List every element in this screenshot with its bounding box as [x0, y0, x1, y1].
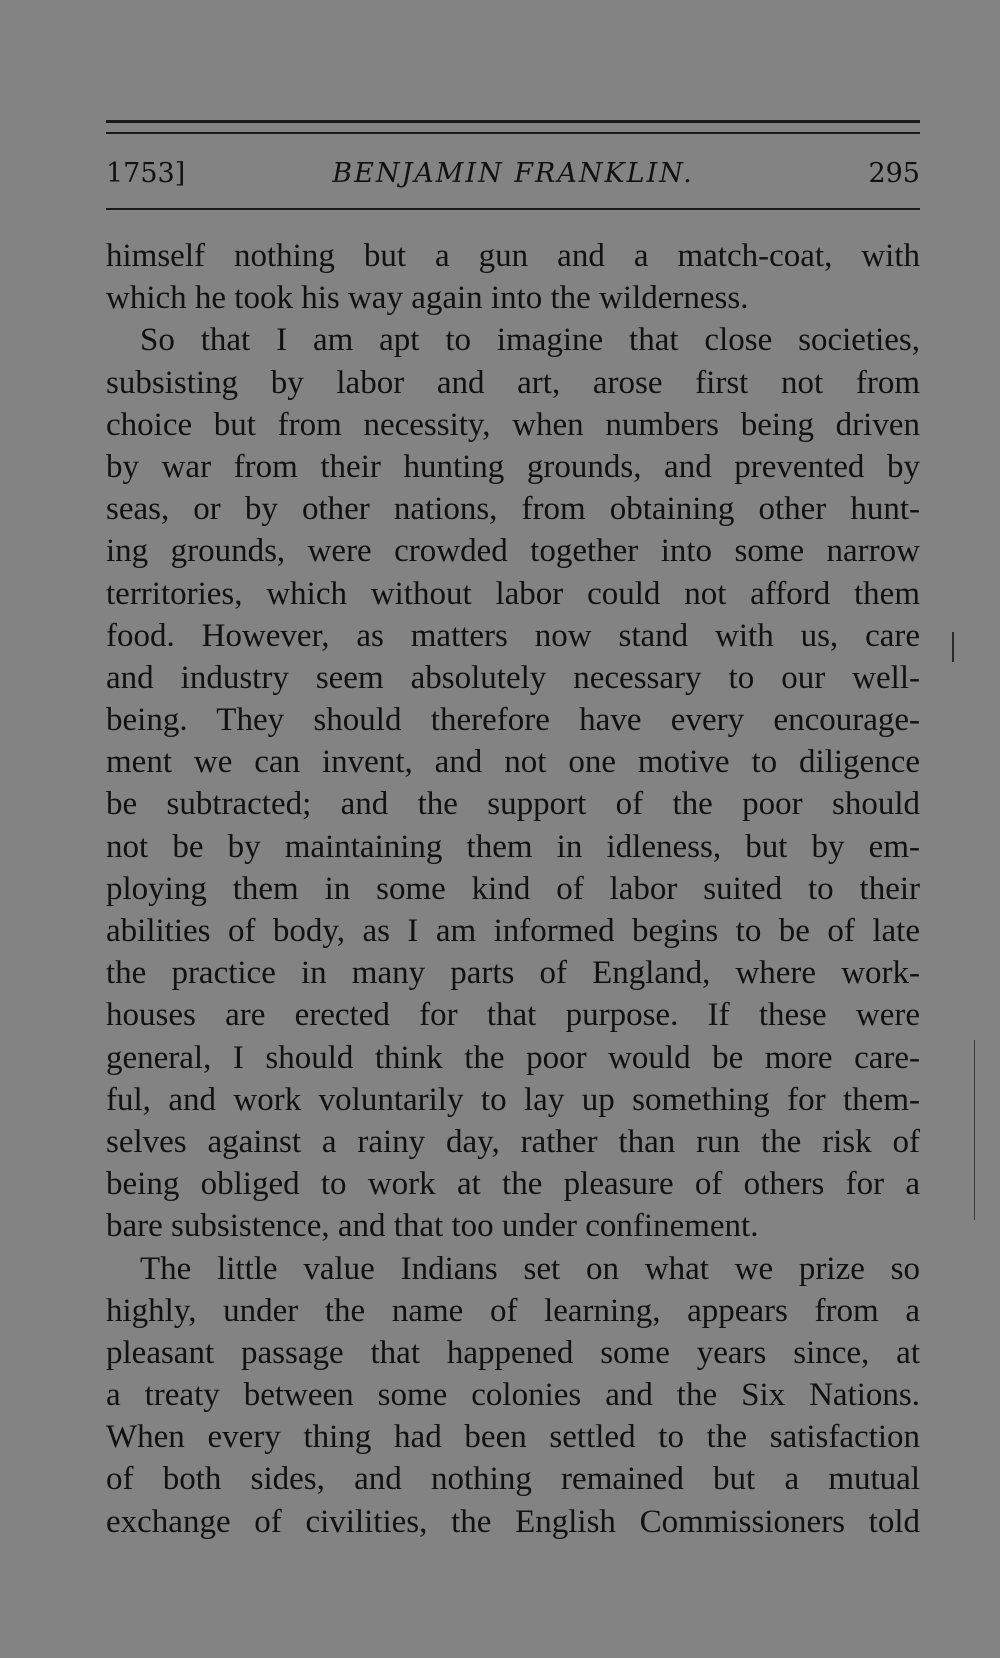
- text-line: pleasant passage that happened some years since, at: [106, 1334, 920, 1371]
- text-line: territories, which without labor could not afford them: [106, 575, 920, 612]
- text-line: subsisting by labor and art, arose first not from: [106, 364, 920, 401]
- text-line: ploying them in some kind of labor suited to their: [106, 870, 920, 907]
- text-line: The little value Indians set on what we prize so: [140, 1250, 920, 1287]
- text-line: the practice in many parts of England, where work-: [106, 955, 920, 992]
- page-number: 295: [868, 158, 920, 189]
- body-text: [106, 235, 920, 1543]
- text-line: seas, or by other nations, from obtaining other hunt-: [106, 491, 920, 528]
- text-line: choice but from necessity, when numbers being driven: [106, 406, 920, 443]
- margin-mark: [952, 632, 954, 662]
- text-line: houses are erected for that purpose. If these were: [106, 997, 920, 1034]
- text-line: of both sides, and nothing remained but a mutual: [106, 1461, 920, 1498]
- text-line: general, I should think the poor would be more care-: [106, 1039, 920, 1076]
- text-line: ing grounds, were crowded together into some narrow: [106, 533, 920, 570]
- text-line: food. However, as matters now stand with us, care: [106, 617, 920, 654]
- text-line: not be by maintaining them in idleness, but by em-: [106, 828, 920, 865]
- text-line: by war from their hunting grounds, and prevented by: [106, 448, 920, 485]
- text-line: When every thing had been settled to the satisfaction: [106, 1419, 920, 1456]
- text-line: bare subsistence, and that too under confinement.: [106, 1208, 759, 1245]
- text-line: selves against a rainy day, rather than run the risk of: [106, 1123, 920, 1160]
- margin-mark: [974, 1040, 975, 1220]
- text-line: being obliged to work at the pleasure of others for a: [106, 1166, 920, 1203]
- text-line: abilities of body, as I am informed begins to be of late: [106, 913, 920, 949]
- text-line: ful, and work voluntarily to lay up something for them-: [106, 1081, 920, 1118]
- text-line: being. They should therefore have every encourage-: [106, 702, 920, 739]
- header-title: BENJAMIN FRANKLIN.: [332, 158, 694, 189]
- text-line: exchange of civilities, the English Commissioners told: [106, 1503, 920, 1540]
- top-rule: [106, 120, 920, 123]
- header-rule: [106, 208, 920, 210]
- text-line: and industry seem absolutely necessary to our well-: [106, 659, 920, 696]
- text-line: highly, under the name of learning, appears from a: [106, 1292, 920, 1329]
- text-line: ment we can invent, and not one motive to diligence: [106, 744, 920, 781]
- text-line: himself nothing but a gun and a match-coat, with: [106, 238, 920, 274]
- text-line: So that I am apt to imagine that close societies,: [140, 322, 920, 359]
- text-line: be subtracted; and the support of the poor should: [106, 786, 920, 823]
- text-line: which he took his way again into the wilderness.: [106, 280, 749, 317]
- running-header: [106, 152, 920, 196]
- top-rule-thin: [106, 132, 920, 134]
- header-year: 1753]: [106, 158, 186, 189]
- text-line: a treaty between some colonies and the Six Nations.: [106, 1377, 920, 1414]
